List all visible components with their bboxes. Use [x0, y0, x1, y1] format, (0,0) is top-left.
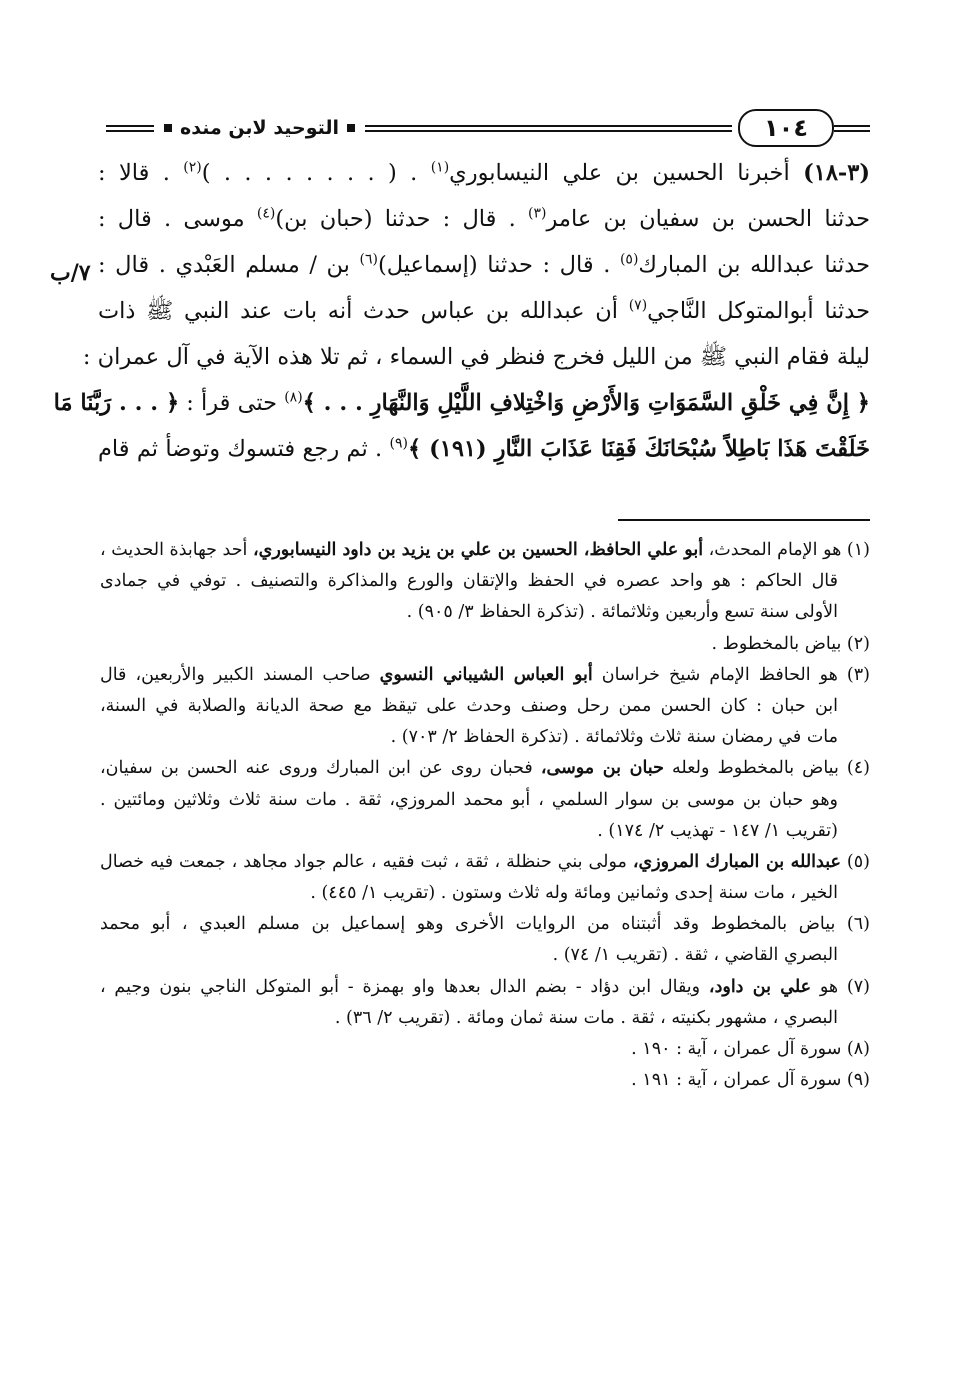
main-text-line [98, 242, 870, 288]
narrator-name: عبدالله بن المبارك المروزي، [632, 851, 841, 872]
footnote-ref: (١) [430, 159, 450, 176]
text-run: . قال : حدثنا (حبان بن) [275, 206, 529, 232]
text-run: ويقال ابن دؤاد - بضم الدال بعدها واو بهمزة - أبو المتوكل الناجي بنون وجيم ، [100, 976, 709, 997]
footnote-ref: (٣) [528, 205, 547, 222]
footnote-ref: (٧) [628, 297, 648, 314]
main-text-line [98, 150, 870, 196]
header-rule [365, 125, 732, 132]
footnote-4-cont: وهو حبان بن موسى بن سوار السلمي ، أبو محمد المروزي، ثقة . مات سنة ثلاث وثلاثين ومائتين . [100, 789, 838, 810]
main-text-line [98, 288, 870, 334]
footnote-4-cont: (تقريب ١/ ١٤٧ - تهذيب ٢/ ١٧٤) . [597, 820, 838, 841]
text-run: فحبان روى عن ابن المبارك وروى عنه الحسن بن سفيان، [100, 758, 541, 779]
narrator-name: حبان بن موسى، [540, 758, 664, 779]
quran-verse: ﴿ إِنَّ فِي خَلْقِ السَّمَوَاتِ وَالأَرْضِ وَاخْتِلافِ اللَّيْلِ وَالنَّهَارِ . . . ﴾ [302, 390, 870, 416]
text-run: . قالا : [98, 160, 184, 186]
footnote-6-cont: البصري القاضي ، ثقة . (تقريب ١/ ٧٤) . [552, 945, 838, 966]
text-run: حتى قرأ : [179, 390, 285, 416]
footnote-2: (٢) بياض بالمخطوط . [711, 633, 870, 654]
text-run: أحد جهابذة الحديث ، [100, 540, 253, 560]
narrator-name: علي بن داود، [708, 976, 812, 997]
text-run: (٥) [840, 851, 870, 872]
narrator-name: أبو العباس الشيباني النسوي [379, 664, 593, 685]
text-run: بن / مسلم العَبْدي . قال : [98, 252, 360, 278]
footnote-1 [100, 535, 870, 566]
footnote-separator [618, 519, 870, 521]
footnote-5 [100, 847, 870, 878]
text-run: . ثم رجع فتسوك وتوضأ ثم قام [98, 436, 390, 462]
header-rule [834, 125, 870, 132]
footnote-3-cont: ابن حبان : كان الحسن ممن رحل وصنف وحدث على تيقظ مع صحة الديانة والصلابة في السنة، [100, 695, 838, 716]
footnote-7-cont: البصري ، مشهور بكنيته ، ثقة . مات سنة ثمان ومائة . (تقريب ٢/ ٣٦) . [334, 1007, 838, 1028]
footnote-6: (٦) بياض بالمخطوط وقد أثبتناه من الروايات الأخرى وهو إسماعيل بن مسلم العبدي ، أبو محمد [100, 914, 870, 935]
footnote-4 [100, 753, 870, 784]
footnote-ref: (٢) [183, 159, 202, 176]
main-text-line: ليلة فقام النبي ﷺ من الليل فخرج فنظر في السماء ، ثم تلا هذه الآية في آل عمران : [82, 344, 870, 370]
main-text-line [98, 426, 870, 472]
footnote-ref: (٤) [256, 205, 276, 222]
text-run: أخبرنا الحسين بن علي النيسابوري [449, 160, 804, 186]
text-run: حدثنا عبدالله بن المبارك [638, 252, 870, 278]
text-run: حدثنا الحسن بن سفيان بن عامر [546, 206, 870, 232]
main-text-line [53, 380, 870, 426]
manuscript-folio-note: ٧/ب [50, 260, 91, 286]
footnote-9: (٩) سورة آل عمران ، آية : ١٩١ . [631, 1070, 870, 1091]
text-run: صاحب المسند الكبير والأربعين، قال [100, 664, 380, 685]
footnotes [100, 535, 870, 1096]
footnote-ref: (٨) [284, 389, 303, 406]
quran-verse: ﴿ . . . رَبَّنَا مَا [53, 390, 180, 416]
footnote-ref: (٩) [389, 435, 408, 452]
footnote-ref: (٥) [619, 251, 639, 268]
footnote-7 [100, 972, 870, 1003]
footnote-ref: (٦) [359, 251, 378, 268]
footnote-1-cont: قال الحاكم : هو واحد عصره في الحفظ والإتقان والورع والمذاكرة والتصنيف . توفي في جمادى [100, 571, 838, 592]
header-ornament [164, 124, 172, 132]
footnote-1-cont: الأولى سنة تسع وأربعين وثلاثمائة . (تذكرة الحفاظ ٣/ ٩٠٥) . [406, 602, 838, 623]
hadith-number: (٣-١٨) [803, 160, 870, 186]
header-rule [106, 125, 154, 132]
text-run: موسى . قال : [98, 206, 257, 232]
quran-verse: خَلَقْتَ هَذَا بَاطِلاً سُبْحَانَكَ فَقِنَا عَذَابَ النَّارِ (١٩١) ﴾ [407, 436, 870, 462]
narrator-name: أبو علي الحافظ، الحسين بن علي بن يزيد بن داود النيسابوري، [252, 540, 704, 560]
footnote-8: (٨) سورة آل عمران ، آية : ١٩٠ . [631, 1039, 870, 1059]
footnote-5-cont: الخير ، مات سنة إحدى وثمانين ومائة وله ثلاث وستون . (تقريب ١/ ٤٤٥) . [310, 883, 838, 904]
page-number: ١٠٤ [738, 109, 834, 147]
footnote-3-cont: مات في رمضان سنة ثلاث وثلاثمائة . (تذكرة الحفاظ ٢/ ٧٠٣) . [390, 727, 838, 748]
text-run: حدثنا أبوالمتوكل النَّاجي [647, 298, 870, 324]
footnote-3 [100, 660, 870, 691]
text-run: (٣) هو الحافظ الإمام شيخ خراسان [592, 664, 870, 685]
text-run: (٤) بياض بالمخطوط ولعله [663, 758, 870, 779]
text-run: أن عبدالله بن عباس حدث أنه بات عند النبي ﷺ ذات [98, 298, 629, 324]
text-run: . قال : حدثنا (إسماعيل) [377, 252, 620, 278]
text-run: مولى بني حنظلة ، ثقة ، ثبت فقيه ، عالم جواد مجاهد ، جمعت فيه خصال [100, 851, 633, 872]
running-header [100, 104, 870, 152]
text-run: (١) هو الإمام المحدث، [703, 540, 870, 560]
main-text-line [98, 196, 870, 242]
book-title: التوحيد لابن منده [180, 117, 340, 139]
text-run: . ( . . . . . . . . ) [201, 160, 431, 186]
text-run: (٧) هو [811, 976, 870, 997]
header-ornament [347, 124, 355, 132]
